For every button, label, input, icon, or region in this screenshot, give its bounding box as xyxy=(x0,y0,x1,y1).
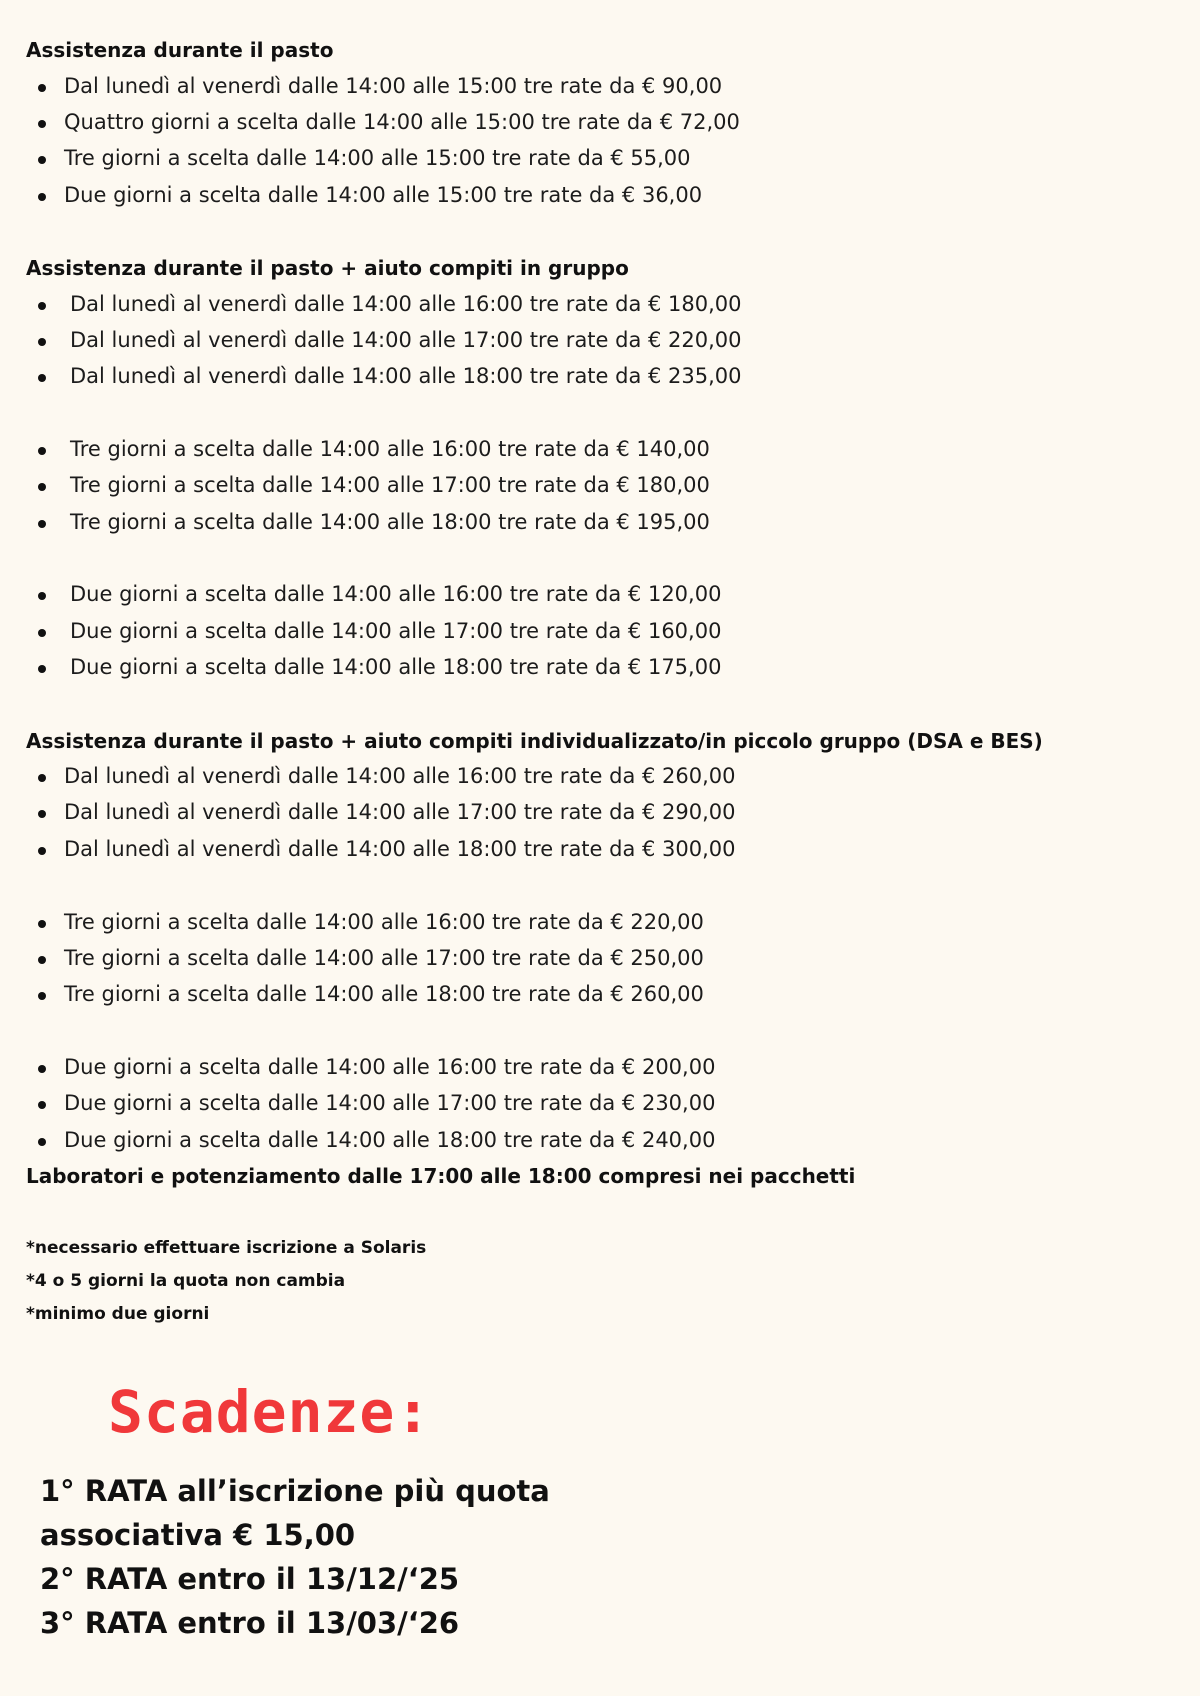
list-item: Due giorni a scelta dalle 14:00 alle 17:00 tre rate da € 230,00 xyxy=(64,1091,716,1115)
list-item: Due giorni a scelta dalle 14:00 alle 18:00 tre rate da € 240,00 xyxy=(64,1128,716,1152)
bullet xyxy=(38,1065,46,1073)
footnote: *necessario effettuare iscrizione a Solaris xyxy=(26,1238,427,1258)
bullet xyxy=(38,374,46,382)
list-item: Due giorni a scelta dalle 14:00 alle 18:00 tre rate da € 175,00 xyxy=(70,655,722,679)
bullet xyxy=(38,920,46,928)
bullet xyxy=(38,483,46,491)
list-item: Dal lunedì al venerdì dalle 14:00 alle 18:00 tre rate da € 300,00 xyxy=(64,837,736,861)
bullet xyxy=(38,193,46,201)
bullet xyxy=(38,665,46,673)
list-item: Due giorni a scelta dalle 14:00 alle 16:00 tre rate da € 200,00 xyxy=(64,1055,716,1079)
list-item: Quattro giorni a scelta dalle 14:00 alle 15:00 tre rate da € 72,00 xyxy=(64,110,740,134)
deadline-line: 1° RATA all’iscrizione più quota xyxy=(40,1474,550,1508)
bullet xyxy=(38,120,46,128)
bullet xyxy=(38,810,46,818)
bullet xyxy=(38,1101,46,1109)
bullet xyxy=(38,774,46,782)
list-item: Due giorni a scelta dalle 14:00 alle 17:00 tre rate da € 160,00 xyxy=(70,619,722,643)
list-item: Tre giorni a scelta dalle 14:00 alle 16:00 tre rate da € 220,00 xyxy=(64,910,704,934)
list-item: Dal lunedì al venerdì dalle 14:00 alle 15:00 tre rate da € 90,00 xyxy=(64,74,723,98)
list-item: Due giorni a scelta dalle 14:00 alle 16:00 tre rate da € 120,00 xyxy=(70,582,722,606)
list-item: Tre giorni a scelta dalle 14:00 alle 18:00 tre rate da € 260,00 xyxy=(64,982,704,1006)
section-heading-group-homework: Assistenza durante il pasto + aiuto compiti in gruppo xyxy=(26,256,629,280)
bullet xyxy=(38,338,46,346)
list-item: Tre giorni a scelta dalle 14:00 alle 17:00 tre rate da € 180,00 xyxy=(70,473,710,497)
bullet xyxy=(38,447,46,455)
list-item: Tre giorni a scelta dalle 14:00 alle 18:00 tre rate da € 195,00 xyxy=(70,510,710,534)
list-item: Tre giorni a scelta dalle 14:00 alle 17:00 tre rate da € 250,00 xyxy=(64,946,704,970)
bullet xyxy=(38,156,46,164)
bullet xyxy=(38,956,46,964)
bullet xyxy=(38,1138,46,1146)
section-heading-individual-homework: Assistenza durante il pasto + aiuto compiti individualizzato/in piccolo gruppo (DSA e BES) xyxy=(26,729,1043,753)
bullet xyxy=(38,592,46,600)
bullet xyxy=(38,847,46,855)
bullet xyxy=(38,84,46,92)
list-item: Tre giorni a scelta dalle 14:00 alle 16:00 tre rate da € 140,00 xyxy=(70,437,710,461)
list-item: Dal lunedì al venerdì dalle 14:00 alle 16:00 tre rate da € 180,00 xyxy=(70,292,742,316)
bullet xyxy=(38,302,46,310)
list-item: Dal lunedì al venerdì dalle 14:00 alle 16:00 tre rate da € 260,00 xyxy=(64,764,736,788)
section-heading-meal-assistance: Assistenza durante il pasto xyxy=(26,38,334,62)
deadline-line: associativa € 15,00 xyxy=(40,1518,356,1552)
list-item: Tre giorni a scelta dalle 14:00 alle 15:00 tre rate da € 55,00 xyxy=(64,146,691,170)
bullet xyxy=(38,992,46,1000)
bullet xyxy=(38,629,46,637)
bullet xyxy=(38,520,46,528)
list-item: Dal lunedì al venerdì dalle 14:00 alle 17:00 tre rate da € 290,00 xyxy=(64,800,736,824)
list-item: Dal lunedì al venerdì dalle 14:00 alle 18:00 tre rate da € 235,00 xyxy=(70,364,742,388)
list-item: Dal lunedì al venerdì dalle 14:00 alle 17:00 tre rate da € 220,00 xyxy=(70,328,742,352)
footnote: *4 o 5 giorni la quota non cambia xyxy=(26,1271,346,1291)
footnote: *minimo due giorni xyxy=(26,1304,210,1324)
list-item: Due giorni a scelta dalle 14:00 alle 15:00 tre rate da € 36,00 xyxy=(64,183,703,207)
labs-note: Laboratori e potenziamento dalle 17:00 alle 18:00 compresi nei pacchetti xyxy=(26,1164,856,1188)
deadline-line: 3° RATA entro il 13/03/‘26 xyxy=(40,1606,460,1640)
deadline-line: 2° RATA entro il 13/12/‘25 xyxy=(40,1562,460,1596)
deadlines-title: Scadenze: xyxy=(108,1378,432,1446)
